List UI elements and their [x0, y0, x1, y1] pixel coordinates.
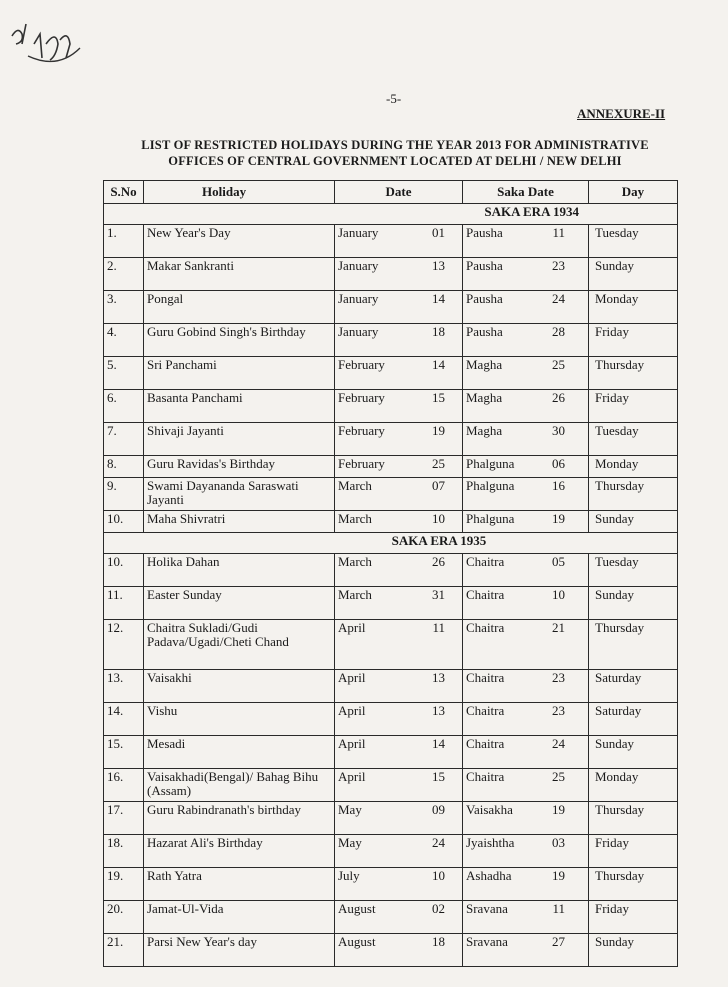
cell-sno: 11. — [104, 587, 144, 620]
date-day: 10 — [432, 868, 445, 883]
saka-month: Chaitra — [466, 736, 505, 751]
header-day: Day — [589, 181, 678, 204]
cell-saka-date — [463, 587, 589, 620]
cell-saka-date — [463, 357, 589, 390]
cell-saka-date — [463, 736, 589, 769]
cell-holiday: Chaitra Sukladi/Gudi Padava/Ugadi/Cheti Chand — [144, 620, 335, 670]
cell-saka-date — [463, 670, 589, 703]
cell-date — [335, 324, 463, 357]
cell-saka-date — [463, 390, 589, 423]
page-number: -5- — [386, 91, 402, 106]
date-month: May — [338, 802, 362, 817]
cell-weekday: Friday — [589, 390, 678, 423]
cell-saka-date — [463, 478, 589, 511]
table-row — [104, 478, 678, 511]
date-day: 15 — [432, 769, 445, 784]
cell-weekday: Sunday — [589, 258, 678, 291]
header-holiday: Holiday — [144, 181, 335, 204]
cell-sno: 1. — [104, 225, 144, 258]
date-day: 14 — [432, 357, 445, 372]
cell-holiday: Easter Sunday — [144, 587, 335, 620]
saka-month: Magha — [466, 357, 503, 372]
saka-day: 19 — [552, 511, 565, 526]
cell-date — [335, 478, 463, 511]
saka-month: Magha — [466, 423, 503, 438]
date-day: 14 — [432, 736, 445, 751]
date-month: February — [338, 390, 385, 405]
cell-sno: 3. — [104, 291, 144, 324]
saka-day: 27 — [552, 934, 565, 949]
cell-sno: 7. — [104, 423, 144, 456]
cell-holiday: Jamat-Ul-Vida — [144, 901, 335, 934]
title-line-2: OFFICES OF CENTRAL GOVERNMENT LOCATED AT DELHI / NEW DELHI — [168, 154, 622, 168]
date-day: 11 — [432, 620, 445, 635]
cell-weekday: Friday — [589, 835, 678, 868]
cell-date — [335, 670, 463, 703]
table-row — [104, 835, 678, 868]
cell-sno: 4. — [104, 324, 144, 357]
saka-day: 23 — [552, 703, 565, 718]
era-row — [104, 533, 678, 554]
table-row — [104, 554, 678, 587]
cell-saka-date — [463, 802, 589, 835]
cell-weekday: Thursday — [589, 620, 678, 670]
table-row — [104, 587, 678, 620]
saka-month: Magha — [466, 390, 503, 405]
cell-saka-date — [463, 258, 589, 291]
table-row — [104, 901, 678, 934]
cell-date — [335, 291, 463, 324]
era-label: SAKA ERA 1934 — [104, 204, 678, 225]
saka-month: Pausha — [466, 291, 503, 306]
saka-day: 19 — [552, 868, 565, 883]
saka-day: 19 — [552, 802, 565, 817]
cell-holiday: Guru Gobind Singh's Birthday — [144, 324, 335, 357]
saka-month: Chaitra — [466, 587, 505, 602]
date-day: 18 — [432, 324, 445, 339]
date-month: April — [338, 736, 366, 751]
cell-holiday: Makar Sankranti — [144, 258, 335, 291]
cell-weekday: Tuesday — [589, 423, 678, 456]
cell-weekday: Thursday — [589, 802, 678, 835]
cell-saka-date — [463, 423, 589, 456]
cell-date — [335, 835, 463, 868]
date-day: 01 — [432, 225, 445, 240]
cell-saka-date — [463, 620, 589, 670]
cell-sno: 21. — [104, 934, 144, 967]
cell-date — [335, 620, 463, 670]
cell-date — [335, 554, 463, 587]
table-row — [104, 291, 678, 324]
cell-holiday: Maha Shivratri — [144, 511, 335, 533]
cell-date — [335, 357, 463, 390]
date-month: July — [338, 868, 360, 883]
date-day: 02 — [432, 901, 445, 916]
cell-weekday: Monday — [589, 291, 678, 324]
saka-month: Jyaishtha — [466, 835, 515, 850]
title-line-1: LIST OF RESTRICTED HOLIDAYS DURING THE YEAR 2013 FOR ADMINISTRATIVE — [141, 138, 649, 152]
date-day: 09 — [432, 802, 445, 817]
date-day: 25 — [432, 456, 445, 471]
cell-sno: 15. — [104, 736, 144, 769]
cell-sno: 14. — [104, 703, 144, 736]
cell-holiday: Pongal — [144, 291, 335, 324]
cell-saka-date — [463, 324, 589, 357]
saka-month: Vaisakha — [466, 802, 513, 817]
cell-date — [335, 868, 463, 901]
cell-weekday: Friday — [589, 901, 678, 934]
cell-sno: 2. — [104, 258, 144, 291]
cell-weekday: Sunday — [589, 934, 678, 967]
date-day: 19 — [432, 423, 445, 438]
cell-saka-date — [463, 291, 589, 324]
cell-weekday: Tuesday — [589, 554, 678, 587]
cell-sno: 20. — [104, 901, 144, 934]
cell-date — [335, 225, 463, 258]
date-month: February — [338, 357, 385, 372]
annexure-label: ANNEXURE-II — [577, 106, 666, 121]
saka-month: Chaitra — [466, 769, 505, 784]
date-month: April — [338, 620, 366, 635]
cell-weekday: Sunday — [589, 511, 678, 533]
saka-day: 23 — [552, 670, 565, 685]
saka-month: Sravana — [466, 901, 508, 916]
cell-sno: 8. — [104, 456, 144, 478]
cell-date — [335, 802, 463, 835]
table-row — [104, 670, 678, 703]
cell-holiday: Swami Dayananda Saraswati Jayanti — [144, 478, 335, 511]
date-month: May — [338, 835, 362, 850]
saka-day: 21 — [552, 620, 565, 635]
cell-holiday: Mesadi — [144, 736, 335, 769]
cell-sno: 13. — [104, 670, 144, 703]
date-month: April — [338, 769, 366, 784]
cell-holiday: Basanta Panchami — [144, 390, 335, 423]
date-month: March — [338, 478, 372, 493]
table-row — [104, 802, 678, 835]
cell-weekday: Thursday — [589, 357, 678, 390]
date-month: January — [338, 324, 379, 339]
cell-sno: 10. — [104, 511, 144, 533]
table-row — [104, 868, 678, 901]
holidays-table — [103, 180, 678, 967]
cell-date — [335, 390, 463, 423]
table-row — [104, 225, 678, 258]
cell-weekday: Friday — [589, 324, 678, 357]
cell-weekday: Thursday — [589, 478, 678, 511]
date-day: 15 — [432, 390, 445, 405]
cell-saka-date — [463, 225, 589, 258]
saka-day: 06 — [552, 456, 565, 471]
handwritten-annotation — [4, 14, 84, 74]
date-day: 14 — [432, 291, 445, 306]
date-month: January — [338, 258, 379, 273]
table-row — [104, 390, 678, 423]
cell-holiday: Rath Yatra — [144, 868, 335, 901]
table-row — [104, 456, 678, 478]
cell-date — [335, 736, 463, 769]
saka-day: 28 — [552, 324, 565, 339]
cell-holiday: Hazarat Ali's Birthday — [144, 835, 335, 868]
cell-holiday: Parsi New Year's day — [144, 934, 335, 967]
saka-month: Phalguna — [466, 511, 515, 526]
saka-day: 25 — [552, 769, 565, 784]
table-row — [104, 258, 678, 291]
cell-sno: 16. — [104, 769, 144, 802]
cell-date — [335, 901, 463, 934]
date-month: March — [338, 554, 372, 569]
date-month: April — [338, 703, 366, 718]
era-row — [104, 204, 678, 225]
cell-date — [335, 934, 463, 967]
date-month: January — [338, 225, 379, 240]
date-day: 13 — [432, 703, 445, 718]
cell-sno: 19. — [104, 868, 144, 901]
saka-day: 26 — [552, 390, 565, 405]
table-header-row — [104, 181, 678, 204]
date-day: 26 — [432, 554, 445, 569]
cell-holiday: Sri Panchami — [144, 357, 335, 390]
date-month: March — [338, 587, 372, 602]
cell-holiday: New Year's Day — [144, 225, 335, 258]
saka-day: 16 — [552, 478, 565, 493]
cell-saka-date — [463, 554, 589, 587]
cell-sno: 6. — [104, 390, 144, 423]
date-day: 13 — [432, 258, 445, 273]
saka-month: Chaitra — [466, 554, 505, 569]
saka-day: 25 — [552, 357, 565, 372]
era-label: SAKA ERA 1935 — [104, 533, 678, 554]
cell-saka-date — [463, 934, 589, 967]
date-month: April — [338, 670, 366, 685]
cell-sno: 18. — [104, 835, 144, 868]
table-row — [104, 357, 678, 390]
saka-day: 10 — [552, 587, 565, 602]
cell-weekday: Sunday — [589, 587, 678, 620]
saka-day: 30 — [552, 423, 565, 438]
saka-month: Pausha — [466, 225, 503, 240]
cell-date — [335, 703, 463, 736]
cell-weekday: Monday — [589, 456, 678, 478]
header-date: Date — [335, 181, 463, 204]
cell-weekday: Saturday — [589, 670, 678, 703]
saka-month: Ashadha — [466, 868, 512, 883]
date-month: March — [338, 511, 372, 526]
date-month: February — [338, 456, 385, 471]
saka-day: 05 — [552, 554, 565, 569]
table-row — [104, 703, 678, 736]
cell-sno: 17. — [104, 802, 144, 835]
table-row — [104, 620, 678, 670]
cell-weekday: Thursday — [589, 868, 678, 901]
saka-day: 24 — [552, 291, 565, 306]
cell-date — [335, 587, 463, 620]
cell-holiday: Vishu — [144, 703, 335, 736]
cell-weekday: Monday — [589, 769, 678, 802]
cell-sno: 10. — [104, 554, 144, 587]
saka-day: 11 — [552, 225, 565, 240]
saka-day: 11 — [552, 901, 565, 916]
cell-sno: 9. — [104, 478, 144, 511]
cell-holiday: Holika Dahan — [144, 554, 335, 587]
table-row — [104, 511, 678, 533]
header-saka-date: Saka Date — [463, 181, 589, 204]
saka-month: Phalguna — [466, 456, 515, 471]
cell-saka-date — [463, 511, 589, 533]
cell-date — [335, 258, 463, 291]
cell-holiday: Guru Ravidas's Birthday — [144, 456, 335, 478]
date-day: 13 — [432, 670, 445, 685]
cell-saka-date — [463, 456, 589, 478]
cell-weekday: Sunday — [589, 736, 678, 769]
cell-saka-date — [463, 769, 589, 802]
saka-month: Sravana — [466, 934, 508, 949]
saka-day: 03 — [552, 835, 565, 850]
cell-date — [335, 511, 463, 533]
cell-saka-date — [463, 835, 589, 868]
cell-holiday: Vaisakhi — [144, 670, 335, 703]
cell-date — [335, 423, 463, 456]
cell-date — [335, 769, 463, 802]
saka-month: Pausha — [466, 324, 503, 339]
date-day: 18 — [432, 934, 445, 949]
document-title — [100, 137, 690, 169]
cell-date — [335, 456, 463, 478]
cell-weekday: Saturday — [589, 703, 678, 736]
date-day: 07 — [432, 478, 445, 493]
table-row — [104, 324, 678, 357]
date-day: 31 — [432, 587, 445, 602]
date-month: August — [338, 901, 376, 916]
cell-saka-date — [463, 901, 589, 934]
saka-day: 23 — [552, 258, 565, 273]
table-row — [104, 934, 678, 967]
saka-day: 24 — [552, 736, 565, 751]
cell-holiday: Shivaji Jayanti — [144, 423, 335, 456]
table-row — [104, 769, 678, 802]
saka-month: Chaitra — [466, 703, 505, 718]
cell-sno: 5. — [104, 357, 144, 390]
cell-holiday: Vaisakhadi(Bengal)/ Bahag Bihu (Assam) — [144, 769, 335, 802]
table-row — [104, 423, 678, 456]
cell-sno: 12. — [104, 620, 144, 670]
table-row — [104, 736, 678, 769]
date-month: January — [338, 291, 379, 306]
cell-weekday: Tuesday — [589, 225, 678, 258]
date-day: 24 — [432, 835, 445, 850]
saka-month: Pausha — [466, 258, 503, 273]
saka-month: Chaitra — [466, 620, 505, 635]
saka-month: Chaitra — [466, 670, 505, 685]
date-month: August — [338, 934, 376, 949]
cell-saka-date — [463, 868, 589, 901]
date-day: 10 — [432, 511, 445, 526]
saka-month: Phalguna — [466, 478, 515, 493]
cell-saka-date — [463, 703, 589, 736]
cell-holiday: Guru Rabindranath's birthday — [144, 802, 335, 835]
date-month: February — [338, 423, 385, 438]
header-sno: S.No — [104, 181, 144, 204]
